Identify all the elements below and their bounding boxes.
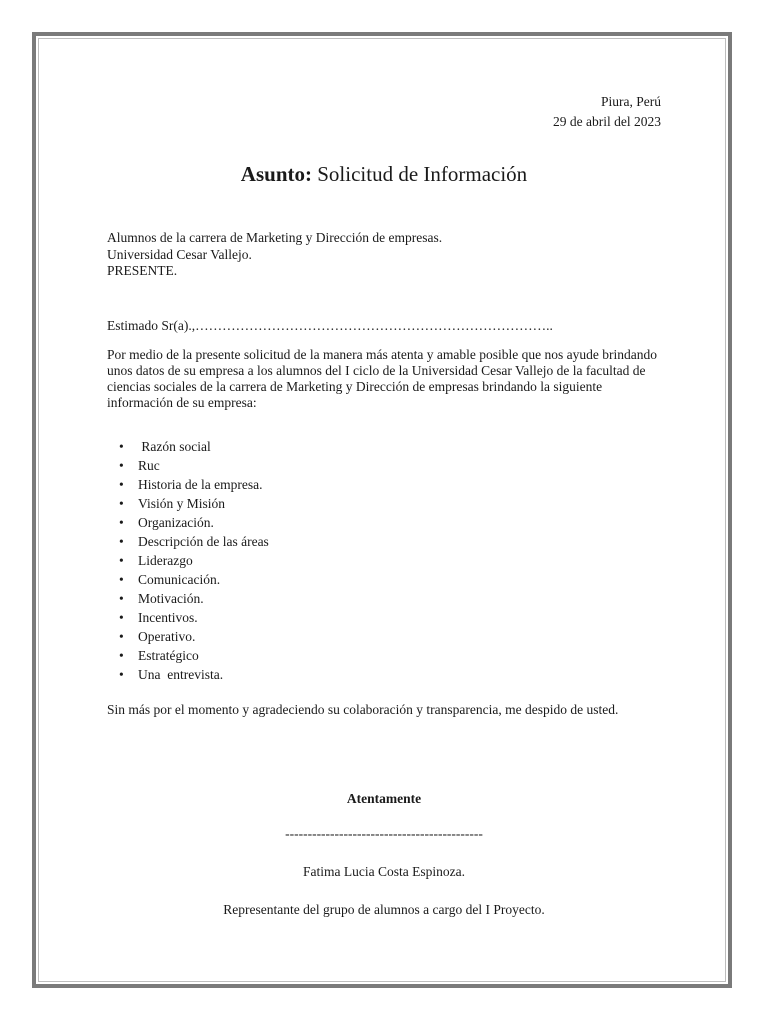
place-date-block <box>361 92 661 132</box>
recipient-line: PRESENTE. <box>107 263 178 278</box>
greeting: Estimado Sr(a).,…………………………………………………………………….. <box>107 318 553 333</box>
signer-name: Fatima Lucia Costa Espinoza. <box>303 864 465 879</box>
date: 29 de abril del 2023 <box>553 114 661 129</box>
recipient-line: Alumnos de la carrera de Marketing y Dirección de empresas. <box>107 230 443 245</box>
subject-label: Asunto: <box>240 162 312 186</box>
signer-role: Representante del grupo de alumnos a cargo del I Proyecto. <box>223 902 545 917</box>
list-item: • Descripción de las áreas <box>107 532 269 551</box>
requested-items-list <box>107 437 269 684</box>
list-item: • Motivación. <box>107 589 269 608</box>
list-item: • Comunicación. <box>107 570 269 589</box>
recipient-line: Universidad Cesar Vallejo. <box>107 246 252 262</box>
list-item: • Visión y Misión <box>107 494 269 513</box>
subject-heading <box>107 160 661 188</box>
recipient-block <box>107 230 661 280</box>
farewell: Atentamente <box>346 791 422 806</box>
closing-paragraph: Sin más por el momento y agradeciendo su colaboración y transparencia, me despido de usted. <box>107 702 619 717</box>
list-item: • Historia de la empresa. <box>107 475 269 494</box>
list-item: • Razón social <box>107 437 269 456</box>
list-item: • Estratégico <box>107 646 269 665</box>
subject-text: Solicitud de Información <box>311 162 528 186</box>
intro-paragraph: Por medio de la presente solicitud de la manera más atenta y amable posible que nos ayude brindando unos datos de su empresa a los alumnos del I ciclo de la Universidad Cesar Vallejo de la facultad de ciencias sociales de la carrera de Marketing y Dirección de empresas brindando la siguiente información de su empresa: <box>107 347 657 410</box>
list-item: • Operativo. <box>107 627 269 646</box>
list-item: • Liderazgo <box>107 551 269 570</box>
place: Piura, Perú <box>601 94 661 109</box>
signature-line: -------------------------------------------- <box>285 826 483 841</box>
list-item: • Organización. <box>107 513 269 532</box>
list-item: • Ruc <box>107 456 269 475</box>
list-item: • Incentivos. <box>107 608 269 627</box>
list-item: • Una entrevista. <box>107 665 269 684</box>
